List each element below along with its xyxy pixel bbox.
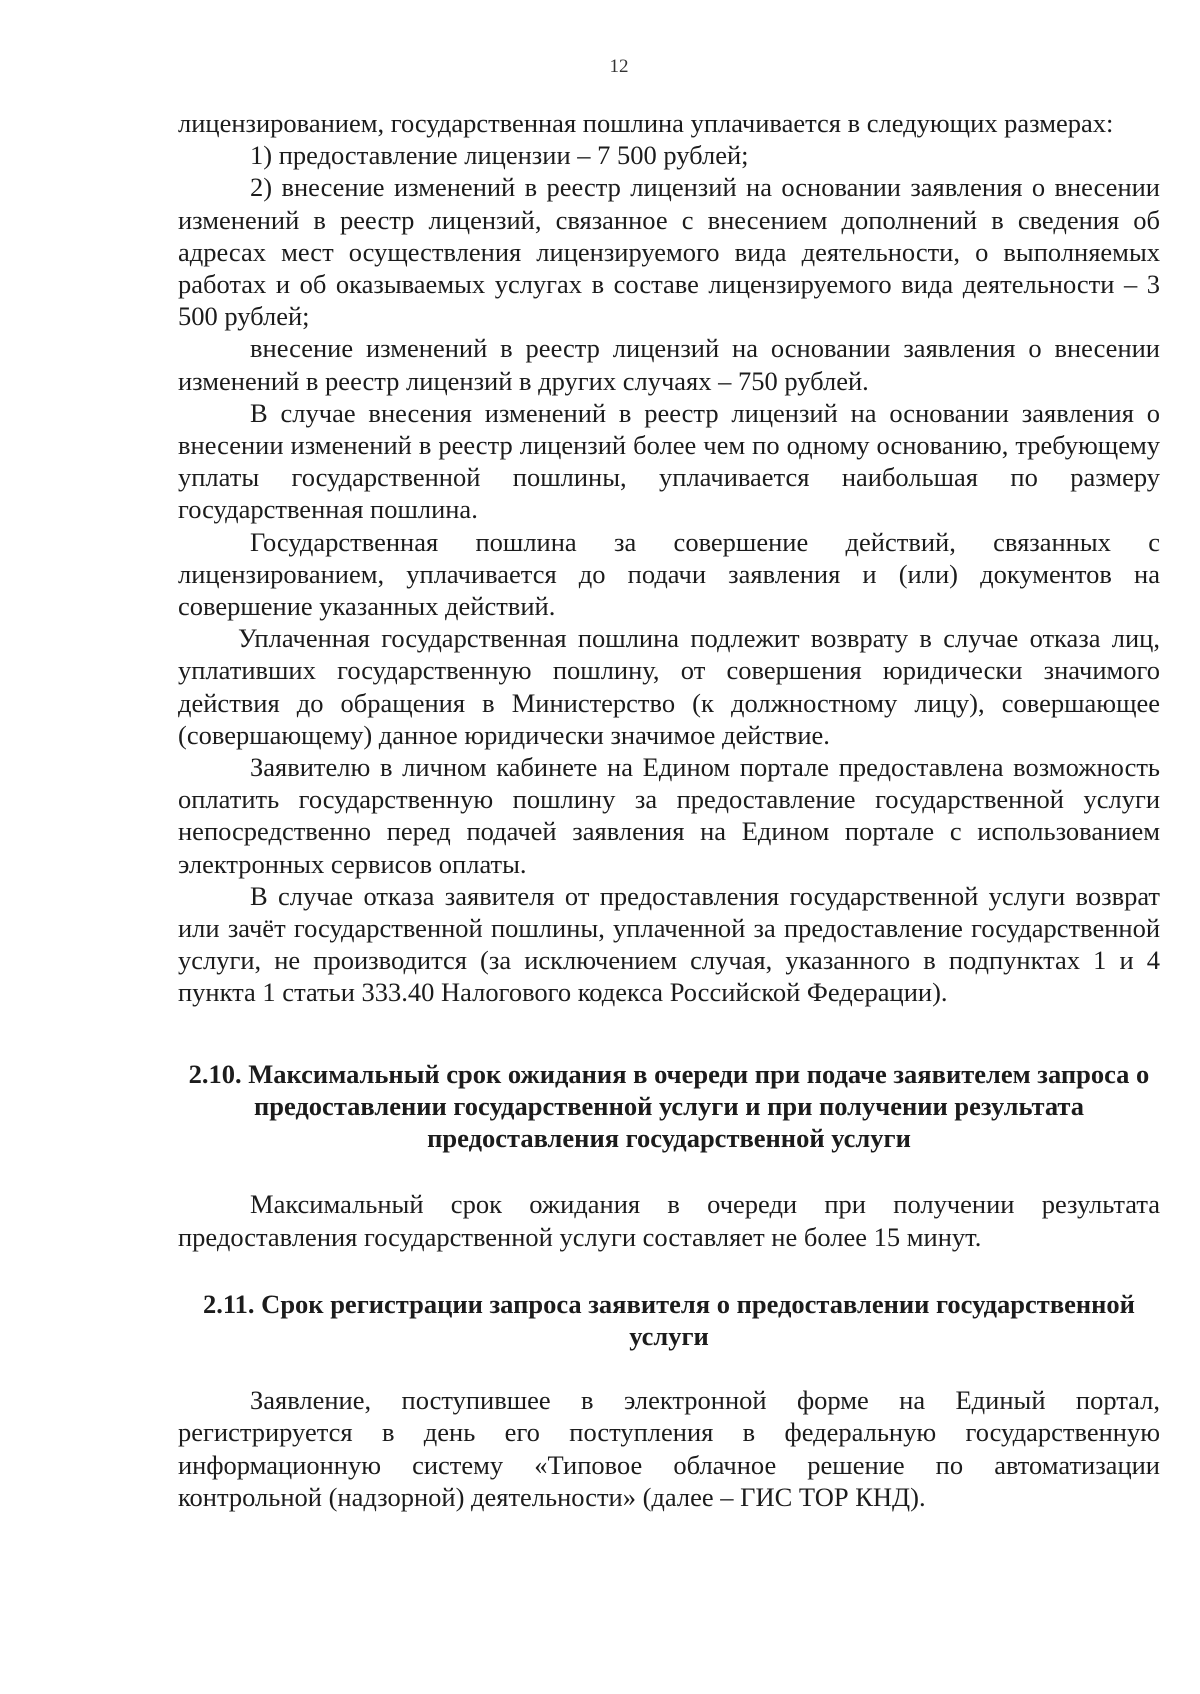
paragraph-multiple-grounds: В случае внесения изменений в реестр лицензий на основании заявления о внесении изменений в реестр лицензий более чем по одному основанию, требующему уплаты государственной пошлины, уплачивается наибольшая по размеру государственная пошлина.	[178, 397, 1160, 525]
paragraph-no-refund: В случае отказа заявителя от предоставления государственной услуги возврат или зачёт государственной пошлины, уплаченной за предоставление государственной услуги, не производится (за исключением случая, указанного в подпунктах 1 и 4 пункта 1 статьи 333.40 Налогового кодекса Российской Федерации).	[178, 880, 1160, 1008]
paragraph-fee-timing: Государственная пошлина за совершение действий, связанных с лицензированием, уплачивается до подачи заявления и (или) документов на совершение указанных действий.	[178, 526, 1160, 622]
document-body	[178, 107, 1160, 1513]
section-2-10-body: Максимальный срок ожидания в очереди при получении результата предоставления государственной услуги составляет не более 15 минут.	[178, 1189, 1160, 1252]
page-number: 12	[609, 56, 629, 77]
paragraph-fee-item-1: 1) предоставление лицензии – 7 500 рублей;	[250, 140, 749, 171]
paragraph-online-payment: Заявителю в личном кабинете на Едином портале предоставлена возможность оплатить государственную пошлину за предоставление государственной услуги непосредственно перед подачей заявления на Едином портале с использованием электронных сервисов оплаты.	[178, 752, 1160, 879]
paragraph-fee-refund: Уплаченная государственная пошлина подлежит возврату в случае отказа лиц, уплативших государственную пошлину, от совершения юридически значимого действия до обращения в Министерство (к должностному лицу), совершающее (совершающему) данное юридически значимое действие.	[178, 623, 1160, 750]
paragraph-fee-intro: лицензированием, государственная пошлина уплачивается в следующих размерах:	[178, 108, 1114, 138]
section-2-11-body: Заявление, поступившее в электронной форме на Единый портал, регистрируется в день его поступления в федеральную государственную информационную систему «Типовое облачное решение по автоматизации контрольной (надзорной) деятельности» (далее – ГИС ТОР КНД).	[178, 1385, 1160, 1512]
paragraph-fee-item-2: 2) внесение изменений в реестр лицензий на основании заявления о внесении изменений в реестр лицензий, связанное с внесением дополнений в сведения об адресах мест осуществления лицензируемого вида деятельности, о выполняемых работах и об оказываемых услугах в составе лицензируемого вида деятельности – 3 500 рублей;	[178, 172, 1160, 332]
paragraph-fee-item-3: внесение изменений в реестр лицензий на основании заявления о внесении изменений в реестр лицензий в других случаях – 750 рублей.	[178, 333, 1160, 396]
section-2-10-heading: 2.10. Максимальный срок ожидания в очереди при подаче заявителем запроса о предоставлении государственной услуги и при получении результата предоставления государственной услуги	[188, 1058, 1150, 1154]
section-2-11-heading: 2.11. Срок регистрации запроса заявителя о предоставлении государственной услуги	[203, 1288, 1135, 1351]
